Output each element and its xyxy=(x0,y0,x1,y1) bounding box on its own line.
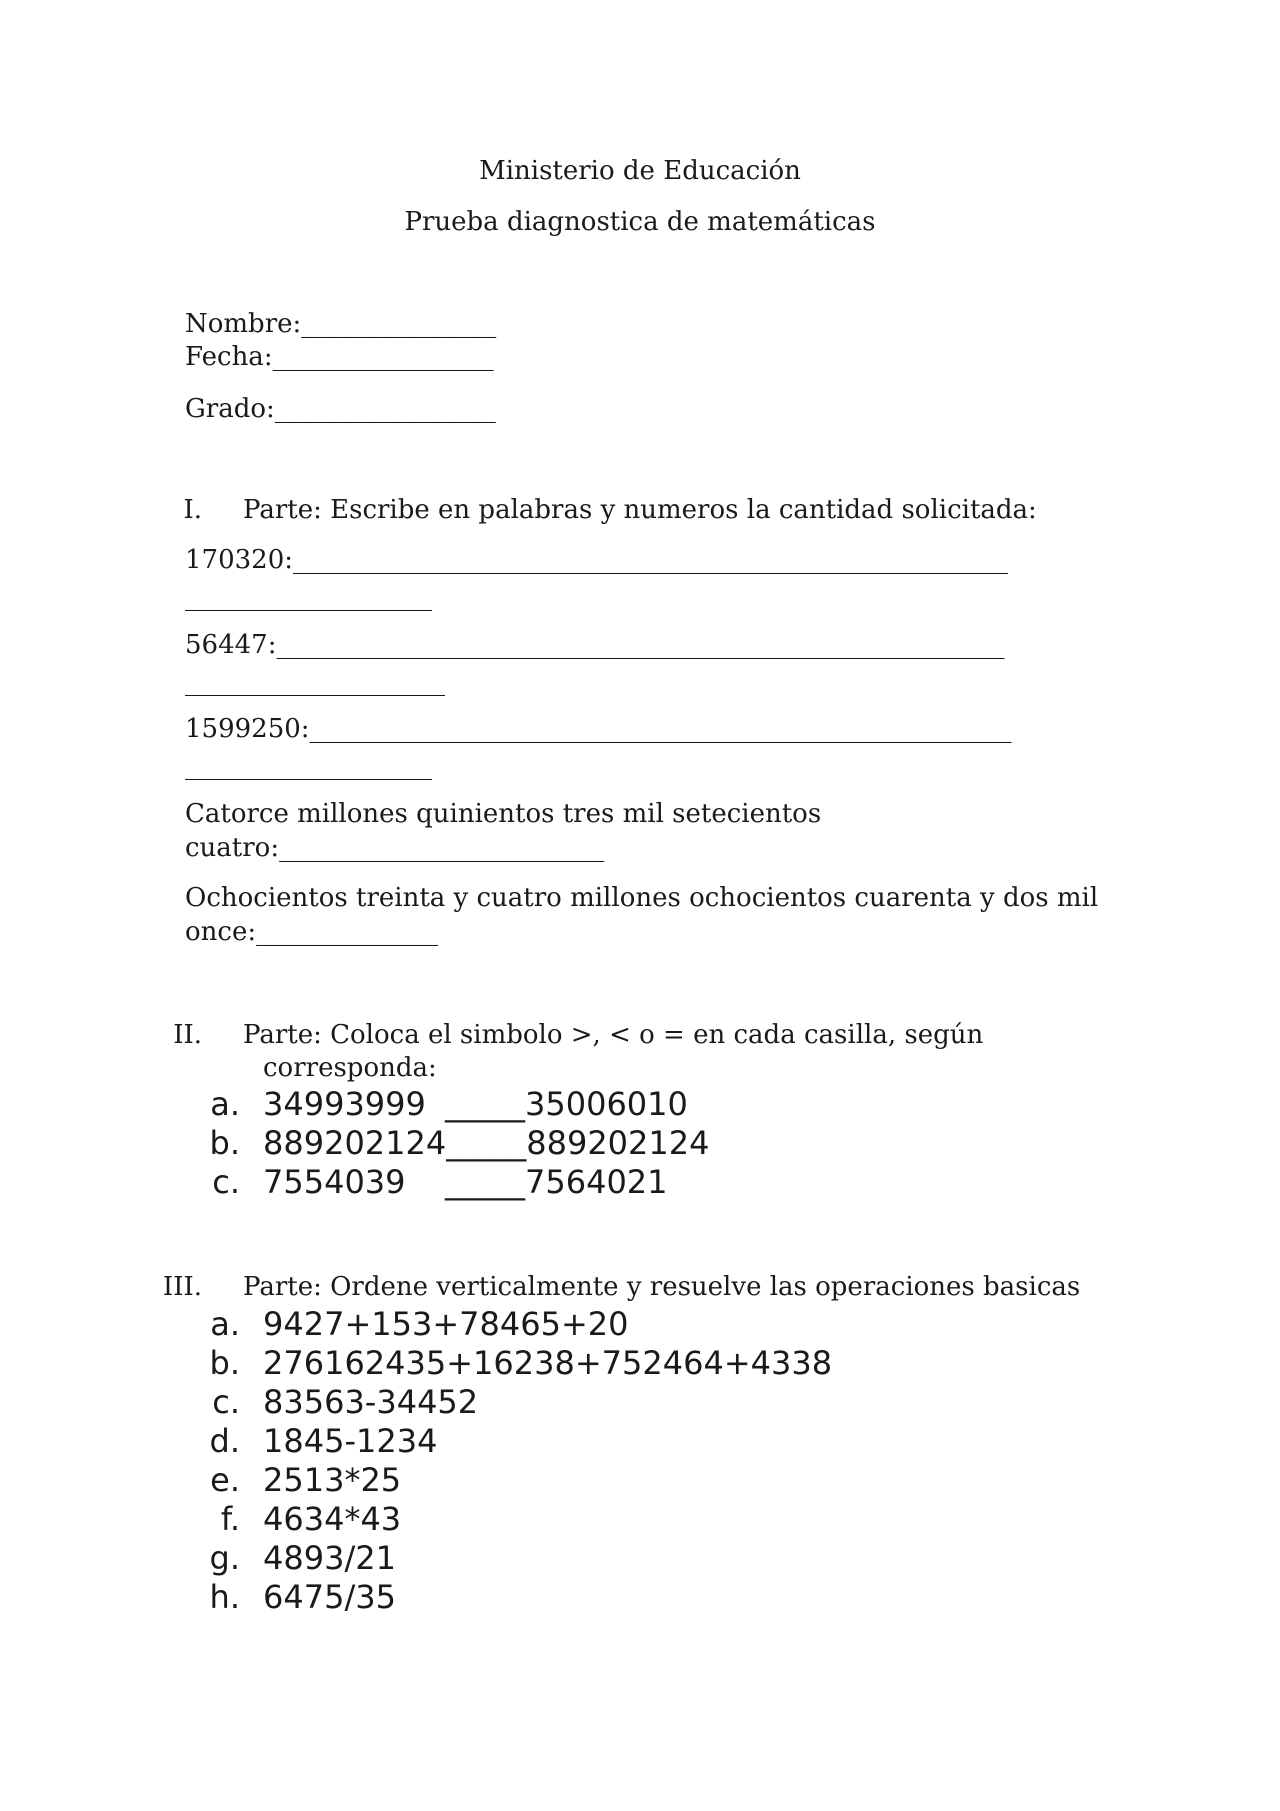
part3-item-text: 2513*25 xyxy=(263,1461,402,1499)
part3-item-text: 4634*43 xyxy=(263,1500,402,1538)
part1-item-3-line1: 1599250:______________________________________________________ xyxy=(185,714,1012,744)
part2-item-blank: _____ xyxy=(445,1163,525,1201)
part1-item-3-line2: ___________________ xyxy=(185,751,432,781)
part3-heading-row xyxy=(160,1270,1080,1304)
part1-word-item-2-line1: Ochocientos treinta y cuatro millones ochocientos cuarenta y dos mil xyxy=(185,883,1099,913)
part1-number: I. xyxy=(183,495,202,525)
part3-item-d xyxy=(200,1422,437,1461)
part3-item-letter: e. xyxy=(210,1461,240,1499)
part3-item-letter: b. xyxy=(209,1344,240,1382)
part3-heading: Parte: Ordene verticalmente y resuelve las operaciones basicas xyxy=(243,1272,1081,1302)
part3-item-c xyxy=(200,1383,478,1422)
part1-word-item-1-line2: cuatro:_________________________ xyxy=(185,833,605,863)
ministry-title: Ministerio de Educación xyxy=(479,156,801,186)
part2-item-letter: b. xyxy=(209,1124,240,1162)
part2-item-left: 889202124 xyxy=(263,1124,447,1162)
part2-item-right: 889202124 xyxy=(526,1124,710,1162)
part1-item-2-line1: 56447:________________________________________________________ xyxy=(185,630,1005,660)
part2-item-right: 7564021 xyxy=(525,1163,668,1201)
part2-heading-line2: corresponda: xyxy=(263,1053,437,1083)
field-grado: Grado:_________________ xyxy=(185,394,496,424)
part1-item-1-line1: 170320:_______________________________________________________ xyxy=(185,545,1009,575)
part2-item-letter: a. xyxy=(210,1085,240,1123)
part1-item-2-line2: ____________________ xyxy=(185,667,445,697)
part2-item-left: 7554039 xyxy=(263,1163,406,1201)
part2-item-left: 34993999 xyxy=(263,1085,426,1123)
part2-heading-line1: Parte: Coloca el simbolo >, < o = en cada casilla, según xyxy=(243,1020,984,1050)
part2-item-blank: _____ xyxy=(445,1085,525,1123)
part3-item-letter: h. xyxy=(209,1578,240,1616)
part2-heading-row xyxy=(160,1018,983,1052)
part2-number: II. xyxy=(173,1020,202,1050)
part2-item-letter: c. xyxy=(212,1163,240,1201)
part3-item-letter: d. xyxy=(209,1422,240,1460)
field-nombre: Nombre:_______________ xyxy=(185,309,497,339)
exam-title: Prueba diagnostica de matemáticas xyxy=(404,207,876,237)
part3-item-text: 83563-34452 xyxy=(263,1383,479,1421)
part3-item-letter: g. xyxy=(209,1539,240,1577)
part1-heading-row xyxy=(160,493,1037,527)
part3-item-letter: f. xyxy=(220,1500,240,1538)
part3-item-letter: c. xyxy=(212,1383,240,1421)
part2-item-c xyxy=(200,1163,668,1202)
part2-item-a xyxy=(200,1085,688,1124)
part3-item-text: 276162435+16238+752464+4338 xyxy=(263,1344,833,1382)
part3-item-text: 9427+153+78465+20 xyxy=(263,1305,629,1343)
part3-item-g xyxy=(200,1539,396,1578)
part3-item-b xyxy=(200,1344,832,1383)
part1-item-1-line2: ___________________ xyxy=(185,582,432,612)
part3-item-h xyxy=(200,1578,396,1617)
part3-number: III. xyxy=(162,1272,202,1302)
part3-item-f xyxy=(200,1500,401,1539)
part3-item-letter: a. xyxy=(210,1305,240,1343)
part1-heading: Parte: Escribe en palabras y numeros la cantidad solicitada: xyxy=(243,495,1037,525)
part3-item-text: 6475/35 xyxy=(263,1578,396,1616)
part2-item-blank: _____ xyxy=(446,1124,527,1162)
field-fecha: Fecha:_________________ xyxy=(185,342,494,372)
part3-item-text: 4893/21 xyxy=(263,1539,396,1577)
part2-item-right: 35006010 xyxy=(525,1085,688,1123)
part3-item-text: 1845-1234 xyxy=(263,1422,438,1460)
part1-word-item-1-line1: Catorce millones quinientos tres mil setecientos xyxy=(185,799,822,829)
part3-item-a xyxy=(200,1305,628,1344)
part1-word-item-2-line2: once:______________ xyxy=(185,917,439,947)
part2-item-b xyxy=(200,1124,709,1163)
part3-item-e xyxy=(200,1461,401,1500)
